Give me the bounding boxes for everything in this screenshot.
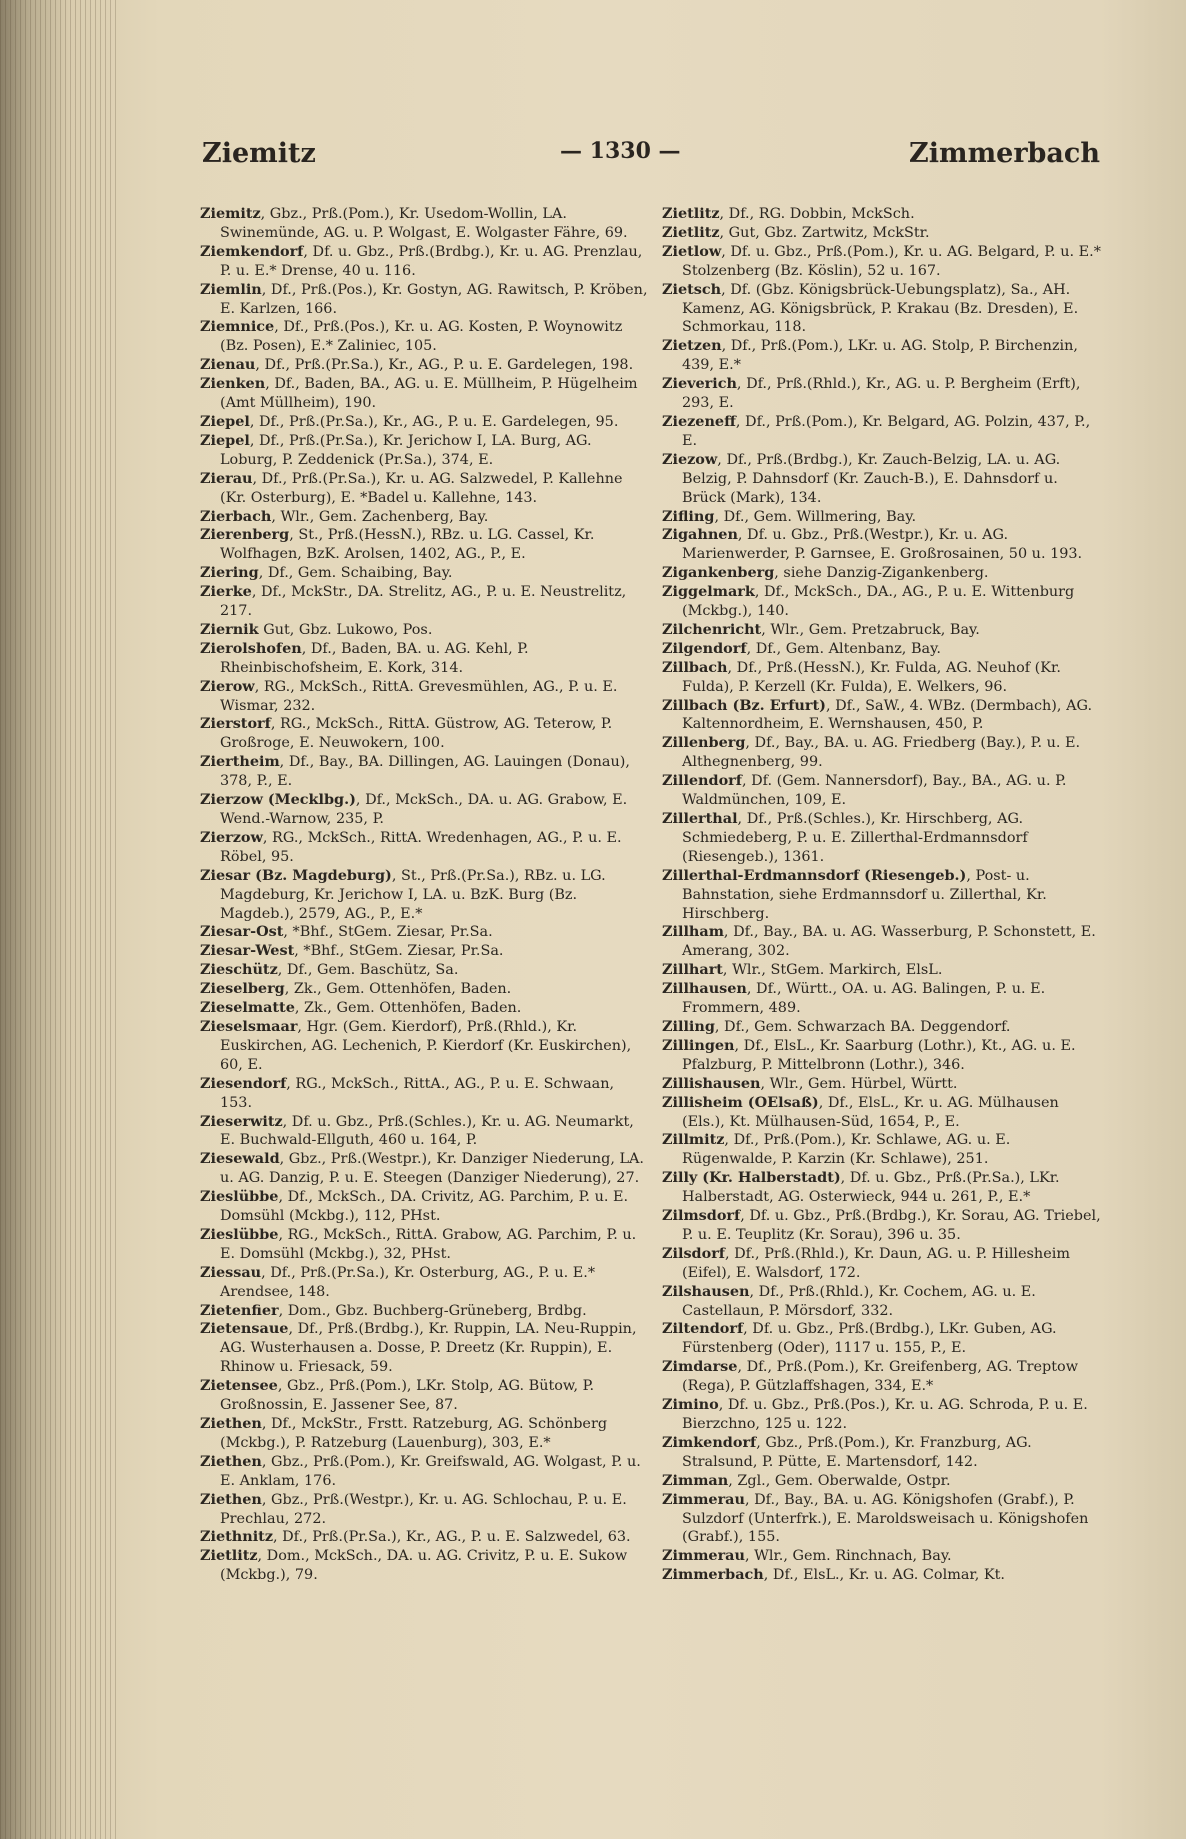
entry-headword: Ziggelmark [662,583,755,601]
entry-headword: Zilmsdorf [662,1207,741,1225]
gazetteer-entry [200,1113,648,1151]
entry-text: , RG., MckSch., RittA. Grabow, AG. Parchim, P. u. E. Domsühl (Mckbg.), 32, PHst. [220,1226,637,1262]
gazetteer-entry [662,508,1102,527]
gazetteer-entry [200,1302,648,1321]
header-first-entry: Ziemitz [202,138,316,169]
gazetteer-entry [200,205,648,243]
gazetteer-entry [662,980,1102,1018]
entry-text: , Df. u. Gbz., Prß.(Schles.), Kr. u. AG. Neumarkt, E. Buchwald-Ellguth, 460 u. 164, P. [220,1113,634,1149]
entry-headword: Zieselmatte [200,999,295,1017]
entry-text: , St., Prß.(Pr.Sa.), RBz. u. LG. Magdeburg, Kr. Jerichow I, LA. u. BzK. Burg (Bz. Magdeb.), 2579, AG., P., E.* [220,867,606,922]
entry-headword: Ziemitz [200,205,261,222]
entry-text: , Df., Prß.(Pr.Sa.), Kr. Jerichow I, LA. Burg, AG. Loburg, P. Zeddenick (Pr.Sa.), 374, E. [220,432,592,468]
entry-headword: Zillendorf [662,772,742,790]
entry-headword: Zieslübbe [200,1225,279,1243]
entry-headword: Zillingen [662,1036,735,1054]
entry-headword: Zietlow [662,242,722,260]
gazetteer-entry [200,375,648,413]
entry-text: , siehe Danzig-Zigankenberg. [774,565,989,582]
entry-headword: Zilshausen [662,1282,750,1300]
gazetteer-entry [662,375,1102,413]
gazetteer-entry [662,243,1102,281]
gazetteer-entry [662,1358,1102,1396]
entry-text: , Df., Prß.(Pom.), Kr. Schlawe, AG. u. E. Rügenwalde, P. Karzin (Kr. Schlawe), 251. [682,1132,1011,1168]
entry-headword: Zierow [200,677,255,695]
entry-headword: Zierzow (Mecklbg.) [200,791,356,809]
gazetteer-entry [200,1528,648,1547]
gazetteer-entry [662,526,1102,564]
gazetteer-entry [662,640,1102,659]
gazetteer-entry [662,923,1102,961]
gazetteer-entry [662,205,1102,224]
entry-text: , Df., Gem. Altenbanz, Bay. [746,640,941,657]
entry-text: , Df., Prß.(Pos.), Kr. u. AG. Kosten, P. Woynowitz (Bz. Posen), E.* Zaliniec, 105. [220,319,623,355]
gazetteer-entry [662,659,1102,697]
gazetteer-entry [200,356,648,375]
entry-headword: Zierau [200,469,253,487]
entry-headword: Ziessau [200,1263,262,1281]
entry-text: , Dom., Gbz. Buchberg-Grüneberg, Brdbg. [278,1302,587,1319]
entry-text: , Df. u. Gbz., Prß.(Westpr.), Kr. u. AG. Marienwerder, P. Garnsee, E. Großrosainen, 50 u. 193. [682,527,1083,563]
gazetteer-entry [662,1434,1102,1472]
left-column [200,205,648,1585]
gazetteer-entry [200,1188,648,1226]
entry-text: , Gbz., Prß.(Westpr.), Kr. Danziger Niederung, LA. u. AG. Danzig, P. u. E. Steegen (Danziger Niederung), 27. [220,1151,644,1187]
entry-text: , Gbz., Prß.(Westpr.), Kr. u. AG. Schlochau, P. u. E. Prechlau, 272. [220,1491,627,1527]
entry-headword: Zierke [200,583,252,601]
gazetteer-entry [200,961,648,980]
entry-headword: Zillenberg [662,734,746,752]
entry-text: , Df., Bay., BA. u. AG. Friedberg (Bay.), P. u. E. Althegnenberg, 99. [682,735,1081,771]
entry-text: , Df., MckStr., Frstt. Ratzeburg, AG. Schönberg (Mckbg.), P. Ratzeburg (Lauenburg), 303, E.* [220,1416,608,1451]
entry-text: , Df., Prß.(Pr.Sa.), Kr. Osterburg, AG., P. u. E.* Arendsee, 148. [220,1264,596,1300]
entry-headword: Zietlitz [662,205,720,222]
entry-text: , RG., MckSch., RittA. Wredenhagen, AG., P. u. E. Röbel, 95. [220,829,622,865]
entry-headword: Zigahnen [662,526,738,544]
entry-headword: Zimman [662,1471,729,1489]
header-last-entry: Zimmerbach [909,138,1100,169]
entry-text: , Df. u. Gbz., Prß.(Brdbg.), Kr. u. AG. Prenzlau, P. u. E.* Drense, 40 u. 116. [220,243,643,279]
entry-headword: Zillham [662,923,724,941]
gazetteer-entry [662,1491,1102,1548]
entry-headword: Ziernik [200,620,259,638]
entry-text: , Df., Prß.(Brdbg.), Kr. Zauch-Belzig, LA. u. AG. Belzig, P. Dahnsdorf (Kr. Zauch-B.), E. Dahnsdorf u. Brück (Mark), 134. [682,451,1061,506]
entry-text: , Df., SaW., 4. WBz. (Dermbach), AG. Kaltennordheim, E. Wernshausen, 450, P. [682,697,1093,733]
gazetteer-entry [200,942,648,961]
gazetteer-entry [200,678,648,716]
entry-text: , Df., Prß.(Pom.), Kr. Greifenberg, AG. Treptow (Rega), P. Gützlaffshagen, 334, E.* [682,1359,1079,1395]
entry-headword: Ziesendorf [200,1074,287,1092]
entry-headword: Zifling [662,507,715,525]
entry-text: , Gbz., Prß.(Pom.), Kr. Franzburg, AG. Stralsund, P. Pütte, E. Martensdorf, 142. [682,1434,1032,1470]
entry-text: , Df., Bay., BA. Dillingen, AG. Lauingen (Donau), 378, P., E. [220,754,630,790]
entry-headword: Ziesar-West [200,942,295,960]
entry-text: , Df., Gem. Schaibing, Bay. [258,565,453,582]
gazetteer-entry [200,1547,648,1585]
running-header [200,138,1100,178]
entry-headword: Ziepel [200,431,250,449]
gazetteer-entry [662,1320,1102,1358]
gazetteer-entry [662,564,1102,583]
page-number: — 1330 — [560,138,681,164]
entry-headword: Zierzow [200,828,263,846]
entry-text: , Gbz., Prß.(Pom.), Kr. Usedom-Wollin, LA. Swinemünde, AG. u. P. Wolgast, E. Wolgaster Fähre, 69. [220,206,628,241]
gazetteer-entry [200,829,648,867]
gazetteer-entry [662,1566,1102,1585]
gazetteer-entry [200,1320,648,1377]
gazetteer-entry [662,1018,1102,1037]
entry-headword: Zilsdorf [662,1244,725,1262]
entry-text: , Df. (Gbz. Königsbrück-Uebungsplatz), Sa., AH. Kamenz, AG. Königsbrück, P. Krakau (Bz. Dresden), E. Schmorkau, 118. [682,281,1079,336]
entry-text: , Dom., MckSch., DA. u. AG. Crivitz, P. u. E. Sukow (Mckbg.), 79. [220,1548,628,1584]
gazetteer-entry [662,1245,1102,1283]
gazetteer-entry [200,1150,648,1188]
entry-headword: Zimdarse [662,1358,738,1376]
entry-text: , Gbz., Prß.(Pom.), Kr. Greifswald, AG. Wolgast, P. u. E. Anklam, 176. [220,1453,641,1489]
entry-text: , *Bhf., StGem. Ziesar, Pr.Sa. [283,924,493,941]
entry-text: , *Bhf., StGem. Ziesar, Pr.Sa. [294,943,504,960]
entry-headword: Zierbach [200,507,272,525]
entry-headword: Zietlitz [662,223,720,241]
entry-text: , Df., Bay., BA. u. AG. Königshofen (Grabf.), P. Sulzdorf (Unterfrk.), E. Maroldsweisach u. Königshofen (Grabf.), 155. [682,1491,1089,1546]
gazetteer-entry [662,1396,1102,1434]
gazetteer-entry [662,1207,1102,1245]
entry-headword: Ziesar-Ost [200,923,284,941]
entry-text: , Df., MckSch., DA., AG., P. u. E. Wittenburg (Mckbg.), 140. [682,584,1075,620]
entry-headword: Ziesar (Bz. Magdeburg) [200,866,392,884]
gazetteer-entry [200,621,648,640]
entry-text: , Wlr., Gem. Pretzabruck, Bay. [761,621,980,638]
gazetteer-entry [200,1453,648,1491]
entry-text: , Df., RG. Dobbin, MckSch. [719,206,915,222]
entry-headword: Zilly (Kr. Halberstadt) [662,1169,841,1187]
entry-headword: Ziethen [200,1415,262,1432]
gazetteer-entry [662,451,1102,508]
gazetteer-entry [662,583,1102,621]
entry-text: , Zk., Gem. Ottenhöfen, Baden. [294,1000,522,1017]
entry-text: , Df., Gem. Willmering, Bay. [714,508,917,525]
entry-headword: Zienau [200,356,256,374]
entry-headword: Ziezeneff [662,412,736,430]
gazetteer-entry [200,867,648,924]
entry-text: , Df., MckSch., DA. Crivitz, AG. Parchim, P. u. E. Domsühl (Mckbg.), 112, PHst. [220,1189,629,1225]
entry-headword: Zieslübbe [200,1188,279,1206]
entry-text: , Gut, Gbz. Zartwitz, MckStr. [719,224,930,241]
entry-headword: Zimkendorf [662,1433,757,1451]
entry-text: , Df. u. Gbz., Prß.(Brdbg.), Kr. Sorau, AG. Triebel, P. u. E. Teuplitz (Kr. Sorau), 396 u. 35. [682,1208,1101,1243]
entry-headword: Ziethnitz [200,1528,273,1546]
entry-headword: Zierenberg [200,526,290,544]
entry-headword: Ziepel [200,412,250,430]
gazetteer-entry [200,1377,648,1415]
gazetteer-entry [200,526,648,564]
entry-text: , Df., Prß.(Schles.), Kr. Hirschberg, AG. Schmiedeberg, P. u. E. Zillerthal-Erdmannsdorf (Riesengeb.), 1361. [682,811,1028,865]
entry-text: , Df., MckStr., DA. Strelitz, AG., P. u. E. Neustrelitz, 217. [220,584,627,620]
entry-headword: Zigankenberg [662,564,775,582]
entry-headword: Zierolshofen [200,639,302,657]
gazetteer-entry [662,1131,1102,1169]
entry-text: , Df., Prß.(Pom.), Kr. Belgard, AG. Polzin, 437, P., E. [682,413,1091,449]
gazetteer-entry [200,1075,648,1113]
entry-headword: Zimmerau [662,1547,745,1565]
entry-headword: Zillerthal [662,810,738,827]
entry-headword: Zieserwitz [200,1112,283,1130]
entry-headword: Ziertheim [200,753,280,771]
entry-headword: Zillishausen [662,1074,761,1092]
gazetteer-entry [662,1283,1102,1321]
entry-headword: Zietensee [200,1377,278,1395]
gazetteer-entry [200,1226,648,1264]
entry-text: , Df., Baden, BA. u. AG. Kehl, P. Rheinbischofsheim, E. Kork, 314. [220,640,529,676]
entry-text: , Df., Prß.(Pr.Sa.), Kr. u. AG. Salzwedel, P. Kallehne (Kr. Osterburg), E. *Badel u. Kallehne, 143. [220,470,623,506]
entry-text: , Df., Prß.(Pr.Sa.), Kr., AG., P. u. E. Gardelegen, 95. [249,413,619,430]
entry-text: , Df., Gem. Baschütz, Sa. [277,962,459,979]
gazetteer-entry [200,318,648,356]
entry-headword: Zillerthal-Erdmannsdorf (Riesengeb.) [662,866,967,884]
gazetteer-entry [200,583,648,621]
gazetteer-entry [200,281,648,319]
entry-headword: Zieselsmaar [200,1017,298,1035]
entry-headword: Ziemkendorf [200,242,304,260]
entry-text: , Df., ElsL., Kr. u. AG. Mülhausen (Els.), Kt. Mülhausen-Süd, 1654, P., E. [682,1094,1059,1130]
entry-headword: Ziezow [662,450,718,468]
gazetteer-entry [200,980,648,999]
entry-text: , Zk., Gem. Ottenhöfen, Baden. [284,981,512,998]
entry-text: , Df., MckSch., DA. u. AG. Grabow, E. Wend.-Warnow, 235, P. [220,792,628,827]
entry-text: , Df., Gem. Schwarzach BA. Deggendorf. [714,1018,1011,1035]
entry-headword: Zimino [662,1396,719,1414]
entry-text: , Df., Prß.(Pos.), Kr. Gostyn, AG. Rawitsch, P. Kröben, E. Karlzen, 166. [220,281,648,317]
entry-text: Gut, Gbz. Lukowo, Pos. [258,621,433,638]
gazetteer-entry [200,1264,648,1302]
entry-text: , Df., Prß.(Pr.Sa.), Kr., AG., P. u. E. Salzwedel, 63. [273,1529,631,1546]
entry-text: , Df., Prß.(Rhld.), Kr. Daun, AG. u. P. Hillesheim (Eifel), E. Walsdorf, 172. [682,1245,1070,1281]
gazetteer-entry [200,753,648,791]
gazetteer-entry [662,1169,1102,1207]
entry-headword: Zienken [200,375,266,393]
gazetteer-entry [662,1472,1102,1491]
entry-text: , Gbz., Prß.(Pom.), LKr. Stolp, AG. Bütow, P. Großnossin, E. Jassener See, 87. [220,1378,595,1414]
entry-text: , RG., MckSch., RittA., AG., P. u. E. Schwaan, 153. [220,1075,615,1111]
entry-text: , St., Prß.(HessN.), RBz. u. LG. Cassel, Kr. Wolfhagen, BzK. Arolsen, 1402, AG., P., E. [220,527,595,563]
entry-headword: Zietenfier [200,1301,279,1319]
entry-text: , RG., MckSch., RittA. Grevesmühlen, AG., P. u. E. Wismar, 232. [220,678,618,714]
entry-text: , Df., Prß.(HessN.), Kr. Fulda, AG. Neuhof (Kr. Fulda), P. Kerzell (Kr. Fulda), E. Welkers, 96. [682,659,1061,695]
gazetteer-entry [200,470,648,508]
entry-text: , Df. u. Gbz., Prß.(Brdbg.), LKr. Guben, AG. Fürstenberg (Oder), 1117 u. 155, P., E. [682,1321,1057,1357]
entry-text: , Df., ElsL., Kr. Saarburg (Lothr.), Kt., AG. u. E. Pfalzburg, P. Mittelbronn (Lothr.), 346. [682,1037,1076,1073]
gazetteer-entry [662,810,1102,867]
entry-headword: Zieselberg [200,980,285,998]
entry-text: , Wlr., Gem. Zachenberg, Bay. [271,508,489,525]
entry-headword: Zillhausen [662,980,747,998]
entry-headword: Zilgendorf [662,639,747,657]
entry-text: , Df., Württ., OA. u. AG. Balingen, P. u. E. Frommern, 489. [682,981,1046,1017]
entry-text: , Wlr., Gem. Rinchnach, Bay. [744,1548,952,1565]
entry-text: , Df., Bay., BA. u. AG. Wasserburg, P. Schonstett, E. Amerang, 302. [682,924,1096,960]
entry-headword: Zimmerau [662,1490,745,1508]
entry-text: , Hgr. (Gem. Kierdorf), Prß.(Rhld.), Kr. Euskirchen, AG. Lechenich, P. Kierdorf (Kr. Euskirchen), 60, E. [220,1018,632,1073]
entry-headword: Zillmitz [662,1131,725,1149]
gazetteer-entry [662,337,1102,375]
gazetteer-entry [200,564,648,583]
entry-text: , Df., Prß.(Rhld.), Kr. Cochem, AG. u. E. Castellaun, P. Mörsdorf, 332. [682,1283,1036,1319]
entry-headword: Zillbach (Bz. Erfurt) [662,696,826,714]
book-spine-edge [0,0,120,1839]
entry-headword: Ziethen [200,1490,262,1508]
entry-headword: Zillhart [662,961,723,979]
gazetteer-entry [200,508,648,527]
entry-headword: Zietzen [662,337,722,355]
entry-headword: Ziesewald [200,1150,280,1168]
gazetteer-entry [662,1037,1102,1075]
entry-headword: Zieverich [662,375,737,393]
entry-text: , Post- u. Bahnstation, siehe Erdmannsdorf u. Zillerthal, Kr. Hirschberg. [682,867,1047,922]
gazetteer-entry [662,224,1102,243]
entry-headword: Zietlitz [200,1547,258,1565]
gazetteer-entry [662,1547,1102,1566]
entry-text: , Df. u. Gbz., Prß.(Pos.), Kr. u. AG. Schroda, P. u. E. Bierzchno, 125 u. 122. [682,1397,1088,1432]
entry-headword: Zilchenricht [662,620,762,638]
entry-headword: Ziethen [200,1452,262,1470]
entry-headword: Zillbach [662,658,728,676]
entry-text: , Df., Prß.(Pom.), LKr. u. AG. Stolp, P. Birchenzin, 439, E.* [682,338,1078,374]
entry-headword: Zimmerbach [662,1566,764,1584]
gazetteer-entry [662,867,1102,924]
entry-headword: Zilling [662,1017,715,1035]
gazetteer-entry [662,621,1102,640]
entry-headword: Zietsch [662,280,722,298]
gazetteer-entry [200,1018,648,1075]
entry-text: , Df., Prß.(Rhld.), Kr., AG. u. P. Bergheim (Erft), 293, E. [682,376,1081,412]
entry-headword: Zietensaue [200,1320,289,1338]
gazetteer-entry [200,1491,648,1529]
gazetteer-entry [200,999,648,1018]
entry-headword: Zieschütz [200,961,278,979]
gazetteer-entry [662,1075,1102,1094]
gazetteer-entry [662,413,1102,451]
gazetteer-entry [200,715,648,753]
gazetteer-entry [200,1415,648,1453]
gazetteer-entry [662,281,1102,338]
entry-text: , Df., ElsL., Kr. u. AG. Colmar, Kt. [763,1567,1005,1584]
gazetteer-entry [662,772,1102,810]
entry-text: , Df., Baden, BA., AG. u. E. Müllheim, P. Hügelheim (Amt Müllheim), 190. [220,376,638,412]
gazetteer-entry [200,413,648,432]
entry-headword: Ziltendorf [662,1320,744,1338]
entry-text: , Wlr., StGem. Markirch, ElsL. [722,962,943,979]
entry-text: , Zgl., Gem. Oberwalde, Ostpr. [728,1472,951,1489]
entry-text: , Df. u. Gbz., Prß.(Pr.Sa.), LKr. Halberstadt, AG. Osterwieck, 944 u. 261, P., E.* [682,1170,1060,1206]
gazetteer-entry [200,640,648,678]
entry-text: , Df., Prß.(Pr.Sa.), Kr., AG., P. u. E. Gardelegen, 198. [255,357,634,374]
entry-headword: Zillisheim (OElsaß) [662,1093,819,1111]
gazetteer-entry [200,923,648,942]
entry-headword: Ziemnice [200,318,275,336]
entry-headword: Ziemlin [200,280,262,298]
entry-headword: Ziering [200,564,259,582]
entry-text: , Wlr., Gem. Hürbel, Württ. [760,1075,958,1092]
gazetteer-entry [662,697,1102,735]
entry-text: , Df. (Gem. Nannersdorf), Bay., BA., AG. u. P. Waldmünchen, 109, E. [682,773,1067,809]
entry-headword: Zierstorf [200,715,271,733]
right-column [662,205,1102,1585]
gazetteer-entry [200,791,648,829]
entry-text: , RG., MckSch., RittA. Güstrow, AG. Teterow, P. Großroge, E. Neuwokern, 100. [220,716,613,752]
gazetteer-entry [662,961,1102,980]
gazetteer-entry [200,432,648,470]
gazetteer-entry [662,1094,1102,1132]
gazetteer-entry [662,734,1102,772]
entry-text: , Df. u. Gbz., Prß.(Pom.), Kr. u. AG. Belgard, P. u. E.* Stolzenberg (Bz. Köslin), 52 u. 167. [682,243,1101,279]
gazetteer-entry [200,243,648,281]
entry-text: , Df., Prß.(Brdbg.), Kr. Ruppin, LA. Neu-Ruppin, AG. Wusterhausen a. Dosse, P. Dreetz (Kr. Ruppin), E. Rhinow u. Friesack, 59. [220,1321,637,1376]
